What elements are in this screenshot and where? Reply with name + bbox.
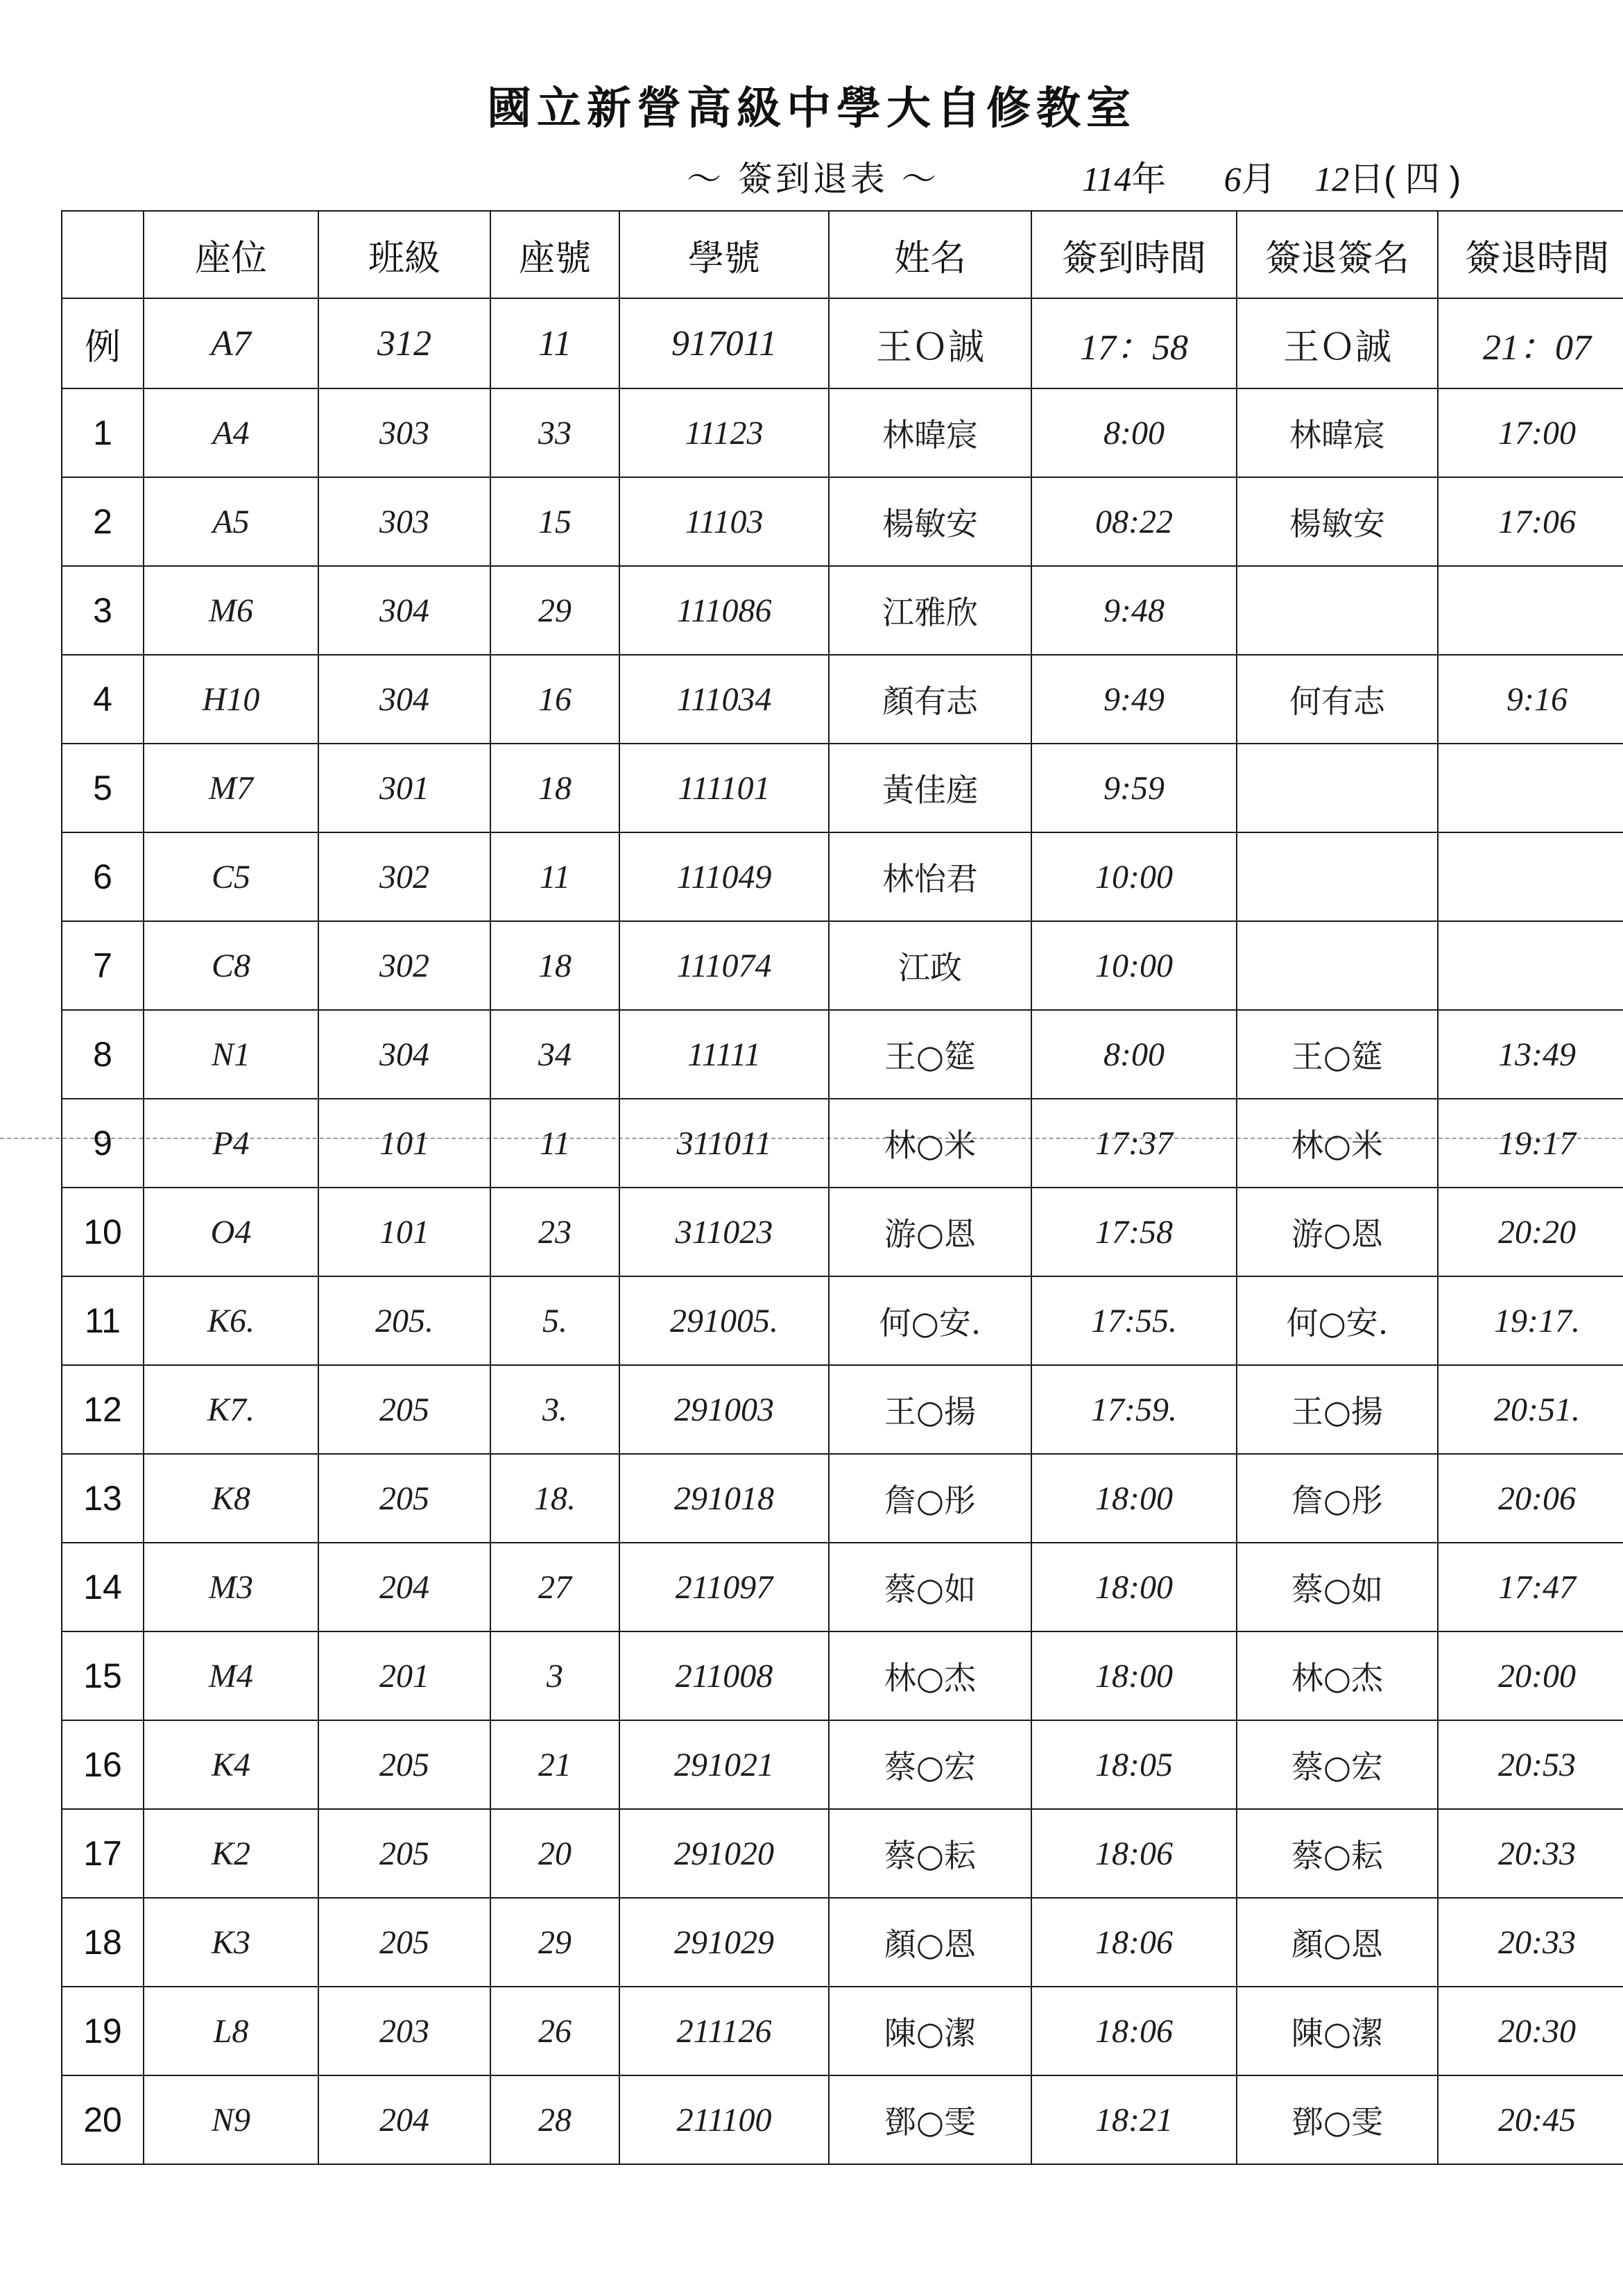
seat-number-cell: 29 xyxy=(490,566,619,655)
example-row xyxy=(62,298,1623,388)
student-id-cell: 311023 xyxy=(619,1188,829,1276)
sign-out-signature-cell: 王○筵 xyxy=(1237,1010,1438,1099)
table-row xyxy=(62,1454,1623,1543)
sign-in-table xyxy=(61,210,1623,2165)
seat-cell: A5 xyxy=(144,477,318,566)
sign-out-signature-cell xyxy=(1237,744,1438,832)
date-weekday: ( 四 ) xyxy=(1384,160,1461,198)
seat-cell: K6. xyxy=(144,1276,318,1365)
table-row xyxy=(62,1720,1623,1809)
sign-out-time-cell: 13:49 xyxy=(1438,1010,1623,1099)
seat-cell: N1 xyxy=(144,1010,318,1099)
sign-in-time-cell: 9:59 xyxy=(1031,744,1237,832)
student-id-cell: 211100 xyxy=(619,2075,829,2164)
class-cell: 302 xyxy=(318,921,490,1010)
sign-out-time-cell xyxy=(1438,744,1623,832)
class-cell: 304 xyxy=(318,655,490,744)
student-id-cell: 291018 xyxy=(619,1454,829,1543)
row-index: 6 xyxy=(62,832,144,921)
sign-out-signature-cell: 詹○彤 xyxy=(1237,1454,1438,1543)
name-cell: 王○筵 xyxy=(829,1010,1031,1099)
class-cell: 205 xyxy=(318,1365,490,1454)
student-id-cell: 291005. xyxy=(619,1276,829,1365)
seat-number-cell: 29 xyxy=(490,1898,619,1987)
seat-number-cell: 16 xyxy=(490,655,619,744)
table-row xyxy=(62,477,1623,566)
seat-cell: C5 xyxy=(144,832,318,921)
sign-in-time-cell: 08:22 xyxy=(1031,477,1237,566)
sign-in-time-cell: 18:00 xyxy=(1031,1454,1237,1543)
seat-cell: O4 xyxy=(144,1188,318,1276)
student-id-cell: 291021 xyxy=(619,1720,829,1809)
class-cell: 304 xyxy=(318,566,490,655)
table-row xyxy=(62,1188,1623,1276)
table-row xyxy=(62,2075,1623,2164)
class-cell: 204 xyxy=(318,2075,490,2164)
table-row xyxy=(62,921,1623,1010)
table-row xyxy=(62,1809,1623,1898)
date-day: 12 xyxy=(1314,160,1350,198)
seat-cell: K4 xyxy=(144,1720,318,1809)
column-header-name: 姓名 xyxy=(829,211,1031,298)
row-index: 1 xyxy=(62,388,144,477)
form-subtitle: ～ 簽到退表 ～ xyxy=(687,159,939,199)
table-row xyxy=(62,1276,1623,1365)
sign-in-time-cell: 17:58 xyxy=(1031,1188,1237,1276)
sign-out-time-cell: 20:00 xyxy=(1438,1631,1623,1720)
sign-out-time-cell: 9:16 xyxy=(1438,655,1623,744)
name-cell: 蔡○耘 xyxy=(829,1809,1031,1898)
column-header-class: 班級 xyxy=(318,211,490,298)
name-cell: 蔡○如 xyxy=(829,1543,1031,1631)
example-name: 王Ｏ誠 xyxy=(829,298,1031,388)
class-cell: 205 xyxy=(318,1898,490,1987)
sign-in-time-cell: 10:00 xyxy=(1031,832,1237,921)
row-index: 20 xyxy=(62,2075,144,2164)
seat-number-cell: 18 xyxy=(490,744,619,832)
sign-out-time-cell: 17:47 xyxy=(1438,1543,1623,1631)
table-row xyxy=(62,744,1623,832)
class-cell: 205 xyxy=(318,1809,490,1898)
seat-cell: K2 xyxy=(144,1809,318,1898)
sign-in-time-cell: 18:00 xyxy=(1031,1543,1237,1631)
seat-cell: K8 xyxy=(144,1454,318,1543)
row-index: 8 xyxy=(62,1010,144,1099)
date-month-unit: 月 xyxy=(1241,160,1276,198)
example-student-id: 917011 xyxy=(619,298,829,388)
student-id-cell: 11111 xyxy=(619,1010,829,1099)
student-id-cell: 111101 xyxy=(619,744,829,832)
seat-number-cell: 18. xyxy=(490,1454,619,1543)
sign-out-signature-cell: 陳○潔 xyxy=(1237,1987,1438,2075)
table-row xyxy=(62,1987,1623,2075)
example-sign-in-time: 17：58 xyxy=(1031,298,1237,388)
sign-out-time-cell: 20:45 xyxy=(1438,2075,1623,2164)
class-cell: 201 xyxy=(318,1631,490,1720)
sign-out-time-cell xyxy=(1438,566,1623,655)
row-index: 7 xyxy=(62,921,144,1010)
class-cell: 303 xyxy=(318,477,490,566)
sign-out-signature-cell: 何有志 xyxy=(1237,655,1438,744)
seat-number-cell: 18 xyxy=(490,921,619,1010)
student-id-cell: 311011 xyxy=(619,1099,829,1188)
student-id-cell: 111074 xyxy=(619,921,829,1010)
seat-number-cell: 15 xyxy=(490,477,619,566)
seat-cell: K7. xyxy=(144,1365,318,1454)
sign-in-time-cell: 17:55. xyxy=(1031,1276,1237,1365)
name-cell: 何○安. xyxy=(829,1276,1031,1365)
sign-out-time-cell: 20:20 xyxy=(1438,1188,1623,1276)
sign-in-time-cell: 18:06 xyxy=(1031,1987,1237,2075)
name-cell: 林○米 xyxy=(829,1099,1031,1188)
name-cell: 顏有志 xyxy=(829,655,1031,744)
example-sign-out-time: 21：07 xyxy=(1438,298,1623,388)
sign-in-time-cell: 18:06 xyxy=(1031,1809,1237,1898)
sign-in-time-cell: 18:06 xyxy=(1031,1898,1237,1987)
class-cell: 302 xyxy=(318,832,490,921)
row-index: 9 xyxy=(62,1099,144,1188)
sign-out-signature-cell: 林○米 xyxy=(1237,1099,1438,1188)
column-header-sign-in-time: 簽到時間 xyxy=(1031,211,1237,298)
example-class: 312 xyxy=(318,298,490,388)
name-cell: 蔡○宏 xyxy=(829,1720,1031,1809)
seat-cell: P4 xyxy=(144,1099,318,1188)
name-cell: 陳○潔 xyxy=(829,1987,1031,2075)
student-id-cell: 11103 xyxy=(619,477,829,566)
name-cell: 黃佳庭 xyxy=(829,744,1031,832)
class-cell: 304 xyxy=(318,1010,490,1099)
date-line xyxy=(1082,151,1461,201)
sign-out-time-cell: 20:30 xyxy=(1438,1987,1623,2075)
table-row xyxy=(62,1898,1623,1987)
sign-out-signature-cell xyxy=(1237,832,1438,921)
sign-out-time-cell xyxy=(1438,921,1623,1010)
column-header-seat: 座位 xyxy=(144,211,318,298)
column-header-sign-out-signature: 簽退簽名 xyxy=(1237,211,1438,298)
seat-cell: M4 xyxy=(144,1631,318,1720)
table-row xyxy=(62,566,1623,655)
sign-out-signature-cell: 鄧○雯 xyxy=(1237,2075,1438,2164)
name-cell: 江政 xyxy=(829,921,1031,1010)
sign-in-time-cell: 8:00 xyxy=(1031,388,1237,477)
student-id-cell: 111034 xyxy=(619,655,829,744)
table-row xyxy=(62,832,1623,921)
name-cell: 林暐宸 xyxy=(829,388,1031,477)
row-index: 16 xyxy=(62,1720,144,1809)
row-index: 19 xyxy=(62,1987,144,2075)
sign-out-signature-cell: 楊敏安 xyxy=(1237,477,1438,566)
row-index: 15 xyxy=(62,1631,144,1720)
example-seat-number: 11 xyxy=(490,298,619,388)
column-header-student-id: 學號 xyxy=(619,211,829,298)
sign-out-signature-cell: 林暐宸 xyxy=(1237,388,1438,477)
table-row xyxy=(62,1631,1623,1720)
sign-out-signature-cell xyxy=(1237,921,1438,1010)
sign-out-signature-cell xyxy=(1237,566,1438,655)
row-index: 18 xyxy=(62,1898,144,1987)
student-id-cell: 211097 xyxy=(619,1543,829,1631)
sign-out-time-cell: 19:17 xyxy=(1438,1099,1623,1188)
sign-out-time-cell xyxy=(1438,832,1623,921)
date-year-unit: 年 xyxy=(1131,160,1167,198)
sign-in-time-cell: 18:21 xyxy=(1031,2075,1237,2164)
table-row xyxy=(62,1543,1623,1631)
sign-out-signature-cell: 蔡○如 xyxy=(1237,1543,1438,1631)
example-label: 例 xyxy=(62,298,144,388)
sign-out-time-cell: 17:00 xyxy=(1438,388,1623,477)
row-index: 4 xyxy=(62,655,144,744)
sign-out-time-cell: 20:06 xyxy=(1438,1454,1623,1543)
seat-number-cell: 3 xyxy=(490,1631,619,1720)
date-year: 114 xyxy=(1082,160,1132,198)
row-index: 10 xyxy=(62,1188,144,1276)
column-header-index xyxy=(62,211,144,298)
class-cell: 203 xyxy=(318,1987,490,2075)
sign-in-time-cell: 18:00 xyxy=(1031,1631,1237,1720)
name-cell: 鄧○雯 xyxy=(829,2075,1031,2164)
page-title: 國立新營高級中學大自修教室 xyxy=(487,83,1136,135)
name-cell: 江雅欣 xyxy=(829,566,1031,655)
student-id-cell: 291020 xyxy=(619,1809,829,1898)
student-id-cell: 111086 xyxy=(619,566,829,655)
class-cell: 303 xyxy=(318,388,490,477)
sign-out-time-cell: 17:06 xyxy=(1438,477,1623,566)
seat-cell: H10 xyxy=(144,655,318,744)
table-row xyxy=(62,388,1623,477)
table-row xyxy=(62,655,1623,744)
name-cell: 楊敏安 xyxy=(829,477,1031,566)
sign-in-time-cell: 9:49 xyxy=(1031,655,1237,744)
sign-in-time-cell: 17:59. xyxy=(1031,1365,1237,1454)
seat-number-cell: 28 xyxy=(490,2075,619,2164)
row-index: 13 xyxy=(62,1454,144,1543)
sign-out-signature-cell: 蔡○宏 xyxy=(1237,1720,1438,1809)
sign-out-signature-cell: 林○杰 xyxy=(1237,1631,1438,1720)
date-day-unit: 日 xyxy=(1349,160,1384,198)
name-cell: 詹○彤 xyxy=(829,1454,1031,1543)
student-id-cell: 211008 xyxy=(619,1631,829,1720)
class-cell: 204 xyxy=(318,1543,490,1631)
class-cell: 101 xyxy=(318,1099,490,1188)
sign-out-signature-cell: 顏○恩 xyxy=(1237,1898,1438,1987)
sign-out-signature-cell: 王○揚 xyxy=(1237,1365,1438,1454)
example-seat: A7 xyxy=(144,298,318,388)
column-header-seat-number: 座號 xyxy=(490,211,619,298)
seat-number-cell: 20 xyxy=(490,1809,619,1898)
seat-number-cell: 27 xyxy=(490,1543,619,1631)
seat-number-cell: 23 xyxy=(490,1188,619,1276)
sign-in-time-cell: 17:37 xyxy=(1031,1099,1237,1188)
student-id-cell: 291003 xyxy=(619,1365,829,1454)
example-sign-out-signature: 王Ｏ誠 xyxy=(1237,298,1438,388)
row-index: 14 xyxy=(62,1543,144,1631)
seat-number-cell: 26 xyxy=(490,1987,619,2075)
class-cell: 101 xyxy=(318,1188,490,1276)
sign-out-time-cell: 20:51. xyxy=(1438,1365,1623,1454)
class-cell: 205 xyxy=(318,1720,490,1809)
seat-number-cell: 33 xyxy=(490,388,619,477)
sign-out-signature-cell: 游○恩 xyxy=(1237,1188,1438,1276)
seat-number-cell: 3. xyxy=(490,1365,619,1454)
name-cell: 林○杰 xyxy=(829,1631,1031,1720)
seat-number-cell: 34 xyxy=(490,1010,619,1099)
student-id-cell: 11123 xyxy=(619,388,829,477)
student-id-cell: 291029 xyxy=(619,1898,829,1987)
seat-cell: N9 xyxy=(144,2075,318,2164)
row-index: 2 xyxy=(62,477,144,566)
row-index: 5 xyxy=(62,744,144,832)
date-month: 6 xyxy=(1223,160,1242,198)
seat-number-cell: 5. xyxy=(490,1276,619,1365)
header-row xyxy=(62,211,1623,298)
sign-out-signature-cell: 蔡○耘 xyxy=(1237,1809,1438,1898)
seat-cell: L8 xyxy=(144,1987,318,2075)
seat-number-cell: 11 xyxy=(490,1099,619,1188)
row-index: 17 xyxy=(62,1809,144,1898)
name-cell: 王○揚 xyxy=(829,1365,1031,1454)
row-index: 12 xyxy=(62,1365,144,1454)
table-row xyxy=(62,1365,1623,1454)
row-index: 11 xyxy=(62,1276,144,1365)
class-cell: 205. xyxy=(318,1276,490,1365)
seat-cell: C8 xyxy=(144,921,318,1010)
sign-out-signature-cell: 何○安. xyxy=(1237,1276,1438,1365)
name-cell: 林怡君 xyxy=(829,832,1031,921)
class-cell: 301 xyxy=(318,744,490,832)
student-id-cell: 111049 xyxy=(619,832,829,921)
student-id-cell: 211126 xyxy=(619,1987,829,2075)
seat-cell: A4 xyxy=(144,388,318,477)
sign-in-time-cell: 10:00 xyxy=(1031,921,1237,1010)
sign-in-time-cell: 9:48 xyxy=(1031,566,1237,655)
table-row xyxy=(62,1010,1623,1099)
seat-cell: K3 xyxy=(144,1898,318,1987)
row-index: 3 xyxy=(62,566,144,655)
sign-out-time-cell: 19:17. xyxy=(1438,1276,1623,1365)
sign-out-time-cell: 20:33 xyxy=(1438,1898,1623,1987)
sign-in-time-cell: 18:05 xyxy=(1031,1720,1237,1809)
sign-out-time-cell: 20:53 xyxy=(1438,1720,1623,1809)
sign-in-time-cell: 8:00 xyxy=(1031,1010,1237,1099)
seat-number-cell: 11 xyxy=(490,832,619,921)
seat-cell: M6 xyxy=(144,566,318,655)
column-header-sign-out-time: 簽退時間 xyxy=(1438,211,1623,298)
class-cell: 205 xyxy=(318,1454,490,1543)
seat-cell: M7 xyxy=(144,744,318,832)
table-row xyxy=(62,1099,1623,1188)
sign-out-time-cell: 20:33 xyxy=(1438,1809,1623,1898)
seat-cell: M3 xyxy=(144,1543,318,1631)
seat-number-cell: 21 xyxy=(490,1720,619,1809)
name-cell: 游○恩 xyxy=(829,1188,1031,1276)
name-cell: 顏○恩 xyxy=(829,1898,1031,1987)
